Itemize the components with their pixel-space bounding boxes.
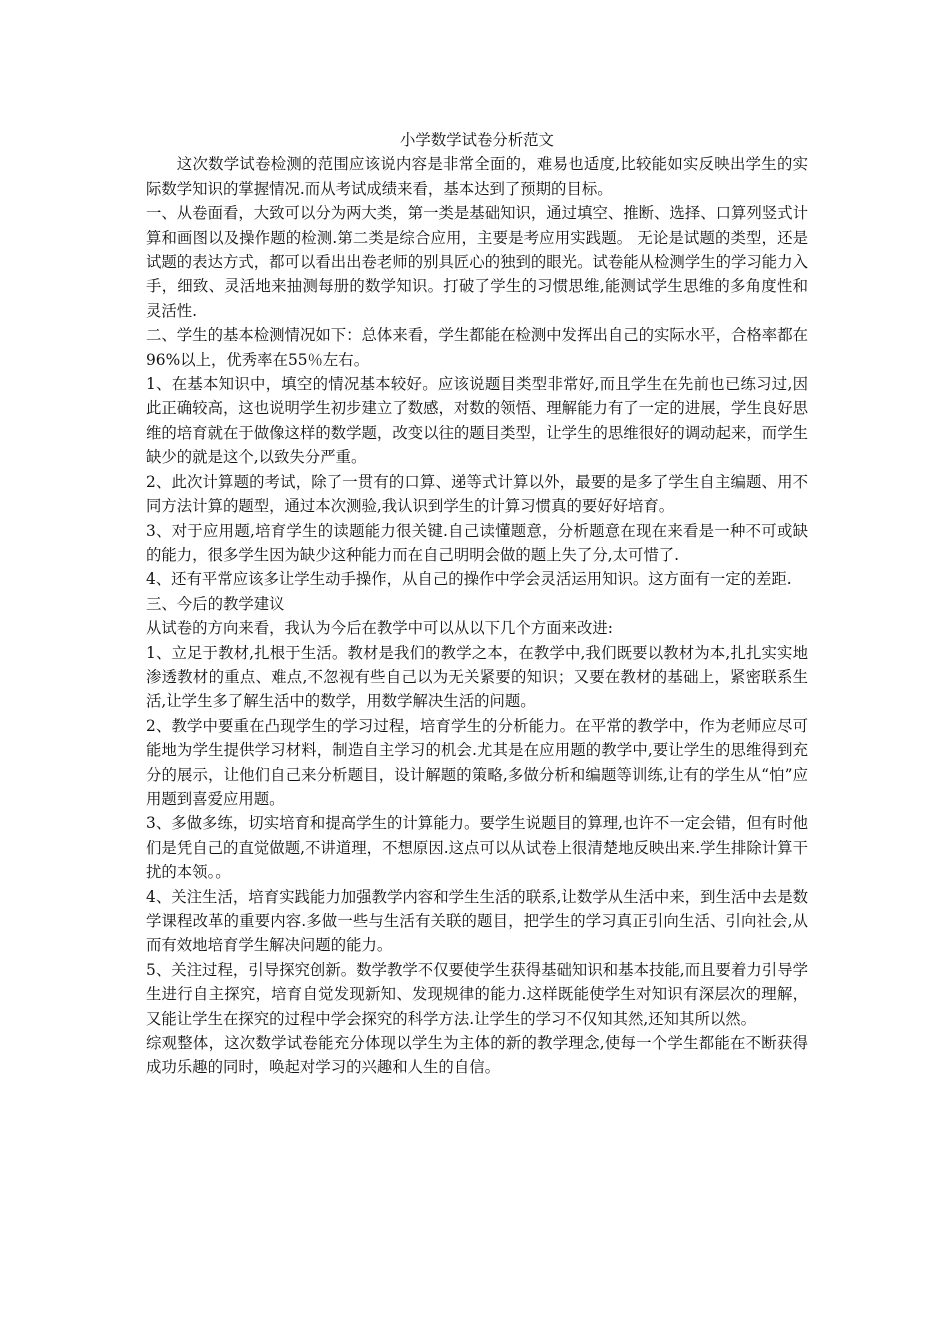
section-two-paragraph: 二、学生的基本检测情况如下：总体来看，学生都能在检测中发挥出自己的实际水平，合格率都在96%以上，优秀率在55％左右。 [146, 326, 808, 369]
conclusion-paragraph: 综观整体，这次数学试卷能充分体现以学生为主体的新的教学理念,使每一个学生都能在不断获得成功乐趣的同时，唤起对学习的兴趣和人生的自信。 [146, 1034, 808, 1077]
document-page [146, 128, 808, 1080]
suggestion-intro-paragraph: 从试卷的方向来看，我认为今后在教学中可以从以下几个方面来改进: [146, 619, 613, 638]
document-title: 小学数学试卷分析范文 [400, 131, 554, 149]
point-paragraph: 1、在基本知识中，填空的情况基本较好。应该说题目类型非常好,而且学生在先前也已练习过,因此正确较高，这也说明学生初步建立了数感，对数的领悟、理解能力有了一定的进展，学生良好思维的培育就在于做像这样的数学题，改变以往的题目类型，让学生的思维很好的调动起来，而学生缺少的就是这个,以致失分严重。 [146, 375, 808, 467]
point-paragraph: 4、还有平常应该多让学生动手操作，从自己的操作中学会灵活运用知识。这方面有一定的差距. [146, 570, 792, 589]
suggestion-paragraph: 5、关注过程，引导探究创新。数学教学不仅要使学生获得基础知识和基本技能,而且要着力引导学生进行自主探究，培育自觉发现新知、发现规律的能力.这样既能使学生对知识有深层次的理解，又能让学生在探究的过程中学会探究的科学方法.让学生的学习不仅知其然,还知其所以然。 [146, 960, 808, 1028]
suggestion-paragraph: 1、立足于教材,扎根于生活。教材是我们的教学之本，在教学中,我们既要以教材为本,扎扎实实地渗透教材的重点、难点,不忽视有些自己以为无关紧要的知识；又要在教材的基础上，紧密联系生活,让学生多了解生活中的数学，用数学解决生活的问题。 [146, 643, 808, 711]
point-paragraph: 3、对于应用题,培育学生的读题能力很关键.自己读懂题意，分析题意在现在来看是一种不可或缺的能力，很多学生因为缺少这种能力而在自己明明会做的题上失了分,太可惜了. [146, 521, 808, 564]
point-paragraph: 2、此次计算题的考试，除了一贯有的口算、递等式计算以外，最要的是多了学生自主编题、用不同方法计算的题型，通过本次测验,我认识到学生的计算习惯真的要好好培育。 [146, 472, 808, 516]
intro-paragraph: 这次数学试卷检测的范围应该说内容是非常全面的，难易也适度,比较能如实反映出学生的实际数学知识的掌握情况.而从考试成绩来看，基本达到了预期的目标。 [146, 155, 808, 198]
section-one-paragraph: 一、从卷面看，大致可以分为两大类，第一类是基础知识，通过填空、推断、选择、口算列竖式计算和画图以及操作题的检测.第二类是综合应用，主要是考应用实践题。 无论是试题的类型，还是试题的表达方式，都可以看出出卷老师的别具匠心的独到的眼光。试卷能从检测学生的学习能力入手，细致、灵活地来抽测每册的数学知识。打破了学生的习惯思维,能测试学生思维的多角度性和灵活性. [146, 204, 808, 320]
suggestion-paragraph: 2、教学中要重在凸现学生的学习过程，培育学生的分析能力。在平常的教学中，作为老师应尽可能地为学生提供学习材料，制造自主学习的机会.尤其是在应用题的教学中,要让学生的思维得到充分的展示，让他们自己来分析题目，设计解题的策略,多做分析和编题等训练,让有的学生从“怕”应用题到喜爱应用题。 [146, 716, 808, 808]
section-three-heading: 三、今后的教学建议 [146, 594, 285, 613]
suggestion-paragraph: 4、关注生活，培育实践能力加强教学内容和学生生活的联系,让数学从生活中来，到生活中去是数学课程改革的重要内容.多做一些与生活有关联的题目，把学生的学习真正引向生活、引向社会,从而有效地培育学生解决问题的能力。 [146, 887, 808, 955]
suggestion-paragraph: 3、多做多练，切实培育和提高学生的计算能力。要学生说题目的算理,也许不一定会错，但有时他们是凭自己的直觉做题,不讲道理，不想原因.这点可以从试卷上很清楚地反映出来.学生排除计算干扰的本领。。 [146, 814, 808, 882]
